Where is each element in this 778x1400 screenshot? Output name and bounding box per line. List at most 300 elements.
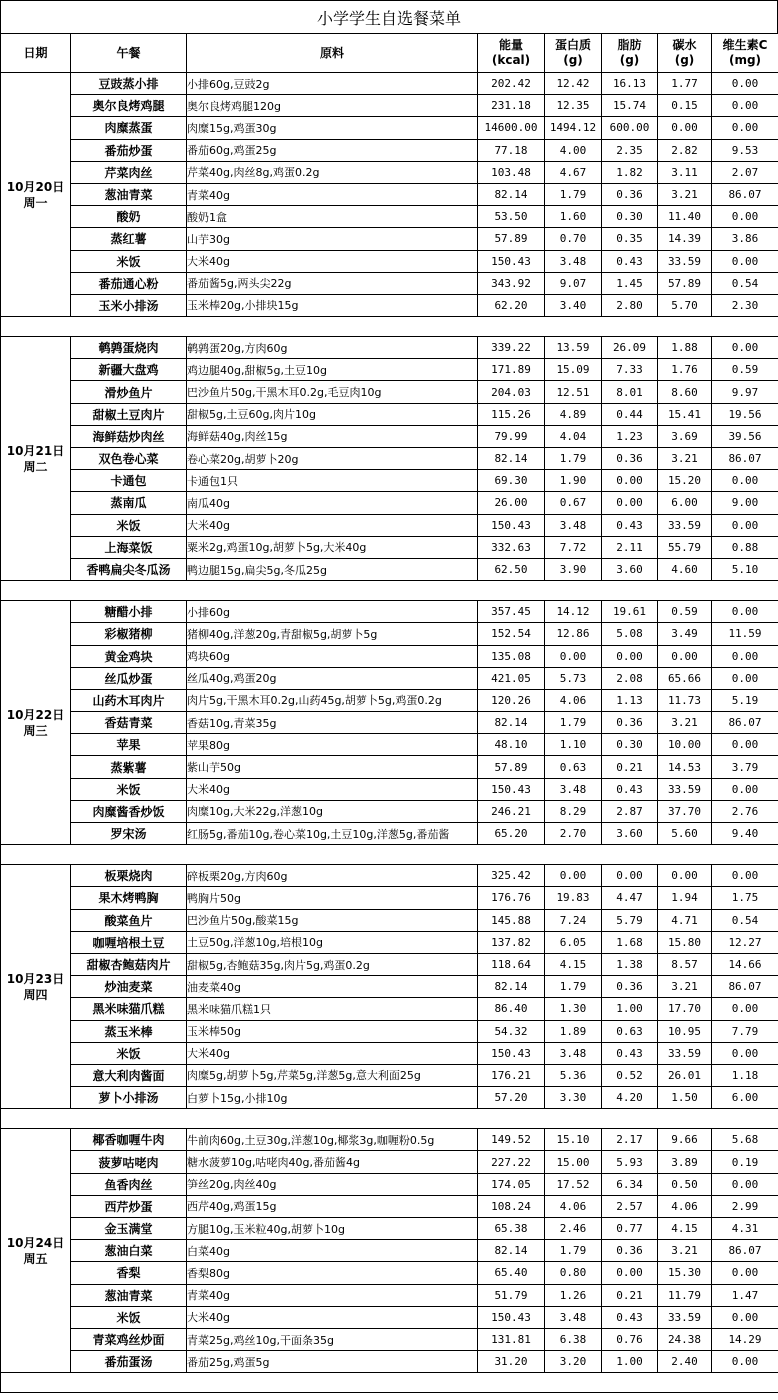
vitc-value: 0.00 (712, 1042, 778, 1064)
fat-value: 26.09 (602, 337, 658, 359)
dish-ingredients: 甜椒5g,杏鲍菇35g,肉片5g,鸡蛋0.2g (187, 953, 478, 975)
fat-value: 1.13 (602, 689, 658, 711)
energy-value: 82.14 (478, 448, 545, 470)
carbs-value: 2.40 (658, 1351, 712, 1373)
spacer-cell (1, 317, 778, 337)
protein-value: 1.30 (545, 998, 602, 1020)
protein-value: 1.79 (545, 712, 602, 734)
dish-name: 香菇青菜 (71, 712, 187, 734)
dish-ingredients: 番茄酱5g,两头尖22g (187, 272, 478, 294)
vitc-value: 0.00 (712, 998, 778, 1020)
protein-value: 3.48 (545, 250, 602, 272)
energy-value: 31.20 (478, 1351, 545, 1373)
energy-value: 53.50 (478, 206, 545, 228)
fat-value: 4.20 (602, 1087, 658, 1109)
dish-name: 山药木耳肉片 (71, 689, 187, 711)
dish-name: 番茄炒蛋 (71, 139, 187, 161)
dish-ingredients: 山芋30g (187, 228, 478, 250)
fat-value: 0.43 (602, 514, 658, 536)
carbs-value: 1.88 (658, 337, 712, 359)
table-row (1, 931, 778, 953)
dish-name: 番茄通心粉 (71, 272, 187, 294)
vitc-value: 0.19 (712, 1151, 778, 1173)
vitc-value: 0.00 (712, 117, 778, 139)
dish-ingredients: 碎板栗20g,方肉60g (187, 865, 478, 887)
vitc-value: 0.00 (712, 514, 778, 536)
carbs-value: 57.89 (658, 272, 712, 294)
dish-name: 蒸玉米棒 (71, 1020, 187, 1042)
fat-value: 16.13 (602, 73, 658, 95)
vitc-value: 0.00 (712, 865, 778, 887)
dish-ingredients: 苹果80g (187, 734, 478, 756)
carbs-value: 15.30 (658, 1262, 712, 1284)
energy-value: 65.40 (478, 1262, 545, 1284)
table-row (1, 1284, 778, 1306)
fat-value: 0.36 (602, 1240, 658, 1262)
table-row (1, 756, 778, 778)
vitc-value: 39.56 (712, 425, 778, 447)
dish-name: 米饭 (71, 778, 187, 800)
fat-value: 0.36 (602, 183, 658, 205)
energy-value: 339.22 (478, 337, 545, 359)
dish-ingredients: 肉糜10g,大米22g,洋葱10g (187, 800, 478, 822)
table-row (1, 823, 778, 845)
protein-value: 15.09 (545, 359, 602, 381)
carbs-value: 4.71 (658, 909, 712, 931)
protein-value: 3.48 (545, 1042, 602, 1064)
header-vitc-unit: (mg) (728, 53, 762, 67)
vitc-value: 2.76 (712, 800, 778, 822)
protein-value: 5.36 (545, 1064, 602, 1086)
table-row (1, 1195, 778, 1217)
carbs-value: 26.01 (658, 1064, 712, 1086)
protein-value: 1.79 (545, 1240, 602, 1262)
dish-ingredients: 大米40g (187, 250, 478, 272)
protein-value: 4.89 (545, 403, 602, 425)
table-row (1, 778, 778, 800)
fat-value: 0.00 (602, 492, 658, 514)
weekday-label: 周三 (23, 723, 48, 738)
dish-name: 番茄蛋汤 (71, 1351, 187, 1373)
vitc-value: 0.88 (712, 536, 778, 558)
protein-value: 12.51 (545, 381, 602, 403)
fat-value: 1.68 (602, 931, 658, 953)
energy-value: 62.20 (478, 294, 545, 316)
table-row (1, 1173, 778, 1195)
carbs-value: 14.53 (658, 756, 712, 778)
dish-ingredients: 猪柳40g,洋葱20g,青甜椒5g,胡萝卜5g (187, 623, 478, 645)
protein-value: 3.48 (545, 778, 602, 800)
menu-title: 小学学生自选餐菜单 (0, 0, 778, 34)
dish-ingredients: 小排60g,豆豉2g (187, 73, 478, 95)
dish-ingredients: 大米40g (187, 1306, 478, 1328)
table-row (1, 403, 778, 425)
protein-value: 1.90 (545, 470, 602, 492)
dish-ingredients: 番茄60g,鸡蛋25g (187, 139, 478, 161)
date-label: 10月22日 (6, 707, 65, 722)
protein-value: 9.07 (545, 272, 602, 294)
energy-value: 246.21 (478, 800, 545, 822)
dish-ingredients: 白萝卜15g,小排10g (187, 1087, 478, 1109)
vitc-value: 5.19 (712, 689, 778, 711)
fat-value: 5.08 (602, 623, 658, 645)
energy-value: 150.43 (478, 778, 545, 800)
fat-value: 8.01 (602, 381, 658, 403)
fat-value: 5.79 (602, 909, 658, 931)
dish-name: 果木烤鸭胸 (71, 887, 187, 909)
fat-value: 0.76 (602, 1328, 658, 1350)
energy-value: 62.50 (478, 558, 545, 580)
energy-value: 231.18 (478, 95, 545, 117)
energy-value: 26.00 (478, 492, 545, 514)
dish-ingredients: 方腿10g,玉米粒40g,胡萝卜10g (187, 1218, 478, 1240)
energy-value: 82.14 (478, 976, 545, 998)
dish-ingredients: 大米40g (187, 778, 478, 800)
dish-ingredients: 笋丝20g,肉丝40g (187, 1173, 478, 1195)
protein-value: 3.30 (545, 1087, 602, 1109)
fat-value: 1.45 (602, 272, 658, 294)
date-label: 10月21日 (6, 443, 65, 458)
dish-ingredients: 奥尔良烤鸡腿120g (187, 95, 478, 117)
dish-ingredients: 大米40g (187, 514, 478, 536)
fat-value: 0.43 (602, 778, 658, 800)
vitc-value: 3.86 (712, 228, 778, 250)
energy-value: 150.43 (478, 1042, 545, 1064)
dish-name: 苹果 (71, 734, 187, 756)
fat-value: 0.21 (602, 1284, 658, 1306)
dish-ingredients: 玉米棒20g,小排块15g (187, 294, 478, 316)
dish-name: 新疆大盘鸡 (71, 359, 187, 381)
date-cell (1, 865, 71, 1109)
date-cell (1, 601, 71, 845)
fat-value: 0.00 (602, 470, 658, 492)
dish-name: 罗宋汤 (71, 823, 187, 845)
energy-value: 14600.00 (478, 117, 545, 139)
dish-ingredients: 青菜25g,鸡丝10g,干面条35g (187, 1328, 478, 1350)
vitc-value: 2.07 (712, 161, 778, 183)
vitc-value: 3.79 (712, 756, 778, 778)
carbs-value: 0.59 (658, 601, 712, 623)
vitc-value: 0.00 (712, 1306, 778, 1328)
carbs-value: 17.70 (658, 998, 712, 1020)
vitc-value: 0.00 (712, 73, 778, 95)
vitc-value: 0.00 (712, 667, 778, 689)
energy-value: 108.24 (478, 1195, 545, 1217)
table-row (1, 601, 778, 623)
dish-ingredients: 鸭胸片50g (187, 887, 478, 909)
fat-value: 4.47 (602, 887, 658, 909)
carbs-value: 3.49 (658, 623, 712, 645)
date-cell (1, 1129, 71, 1373)
dish-ingredients: 肉糜5g,胡萝卜5g,芹菜5g,洋葱5g,意大利面25g (187, 1064, 478, 1086)
fat-value: 0.21 (602, 756, 658, 778)
table-row (1, 909, 778, 931)
dish-ingredients: 海鲜菇40g,肉丝15g (187, 425, 478, 447)
carbs-value: 11.73 (658, 689, 712, 711)
dish-name: 彩椒猪柳 (71, 623, 187, 645)
table-row (1, 294, 778, 316)
fat-value: 3.60 (602, 558, 658, 580)
table-row (1, 800, 778, 822)
dish-ingredients: 肉糜15g,鸡蛋30g (187, 117, 478, 139)
dish-name: 椰香咖喱牛肉 (71, 1129, 187, 1151)
vitc-value: 9.53 (712, 139, 778, 161)
fat-value: 1.00 (602, 1351, 658, 1373)
energy-value: 79.99 (478, 425, 545, 447)
protein-value: 1.60 (545, 206, 602, 228)
menu-body (1, 73, 778, 1393)
carbs-value: 6.00 (658, 492, 712, 514)
header-protein-label: 蛋白质 (554, 38, 591, 52)
carbs-value: 55.79 (658, 536, 712, 558)
vitc-value: 0.00 (712, 250, 778, 272)
dish-name: 葱油白菜 (71, 1240, 187, 1262)
vitc-value: 0.00 (712, 1351, 778, 1373)
fat-value: 7.33 (602, 359, 658, 381)
energy-value: 82.14 (478, 712, 545, 734)
protein-value: 17.52 (545, 1173, 602, 1195)
carbs-value: 0.00 (658, 645, 712, 667)
carbs-value: 33.59 (658, 778, 712, 800)
protein-value: 12.86 (545, 623, 602, 645)
table-row (1, 139, 778, 161)
carbs-value: 4.06 (658, 1195, 712, 1217)
energy-value: 227.22 (478, 1151, 545, 1173)
protein-value: 3.40 (545, 294, 602, 316)
protein-value: 5.73 (545, 667, 602, 689)
table-row (1, 734, 778, 756)
fat-value: 2.87 (602, 800, 658, 822)
spacer-row (1, 581, 778, 601)
fat-value: 0.43 (602, 1042, 658, 1064)
dish-name: 肉糜酱香炒饭 (71, 800, 187, 822)
carbs-value: 8.60 (658, 381, 712, 403)
energy-value: 145.88 (478, 909, 545, 931)
dish-ingredients: 牛前肉60g,土豆30g,洋葱10g,椰浆3g,咖喱粉0.5g (187, 1129, 478, 1151)
table-row (1, 623, 778, 645)
vitc-value: 5.68 (712, 1129, 778, 1151)
dish-name: 米饭 (71, 1042, 187, 1064)
table-row (1, 183, 778, 205)
protein-value: 3.48 (545, 1306, 602, 1328)
vitc-value: 0.00 (712, 470, 778, 492)
dish-name: 蒸南瓜 (71, 492, 187, 514)
protein-value: 1.79 (545, 976, 602, 998)
dish-ingredients: 香菇10g,青菜35g (187, 712, 478, 734)
table-row (1, 1020, 778, 1042)
protein-value: 12.35 (545, 95, 602, 117)
table-row (1, 953, 778, 975)
table-row (1, 1351, 778, 1373)
vitc-value: 0.00 (712, 645, 778, 667)
vitc-value: 14.66 (712, 953, 778, 975)
dish-name: 香梨 (71, 1262, 187, 1284)
table-row (1, 73, 778, 95)
carbs-value: 0.00 (658, 865, 712, 887)
carbs-value: 0.00 (658, 117, 712, 139)
table-row (1, 976, 778, 998)
energy-value: 325.42 (478, 865, 545, 887)
dish-name: 米饭 (71, 250, 187, 272)
dish-name: 葱油青菜 (71, 183, 187, 205)
carbs-value: 3.89 (658, 1151, 712, 1173)
header-date: 日期 (1, 34, 71, 73)
dish-ingredients: 芹菜40g,肉丝8g,鸡蛋0.2g (187, 161, 478, 183)
dish-name: 菠萝咕咾肉 (71, 1151, 187, 1173)
table-row (1, 514, 778, 536)
energy-value: 357.45 (478, 601, 545, 623)
fat-value: 0.43 (602, 250, 658, 272)
fat-value: 1.82 (602, 161, 658, 183)
spacer-cell (1, 845, 778, 865)
vitc-value: 0.00 (712, 95, 778, 117)
dish-ingredients: 甜椒5g,土豆60g,肉片10g (187, 403, 478, 425)
dish-ingredients: 鸡块60g (187, 645, 478, 667)
fat-value: 0.63 (602, 1020, 658, 1042)
vitc-value: 11.59 (712, 623, 778, 645)
protein-value: 1.89 (545, 1020, 602, 1042)
carbs-value: 3.21 (658, 712, 712, 734)
carbs-value: 8.57 (658, 953, 712, 975)
carbs-value: 33.59 (658, 514, 712, 536)
vitc-value: 86.07 (712, 448, 778, 470)
vitc-value: 0.54 (712, 909, 778, 931)
protein-value: 13.59 (545, 337, 602, 359)
vitc-value: 1.18 (712, 1064, 778, 1086)
energy-value: 135.08 (478, 645, 545, 667)
carbs-value: 33.59 (658, 250, 712, 272)
dish-name: 卡通包 (71, 470, 187, 492)
dish-name: 板栗烧肉 (71, 865, 187, 887)
carbs-value: 3.21 (658, 1240, 712, 1262)
vitc-value: 0.00 (712, 337, 778, 359)
dish-ingredients: 西芹40g,鸡蛋15g (187, 1195, 478, 1217)
dish-ingredients: 玉米棒50g (187, 1020, 478, 1042)
header-row (1, 34, 778, 73)
energy-value: 150.43 (478, 250, 545, 272)
date-label: 10月24日 (6, 1235, 65, 1250)
protein-value: 4.04 (545, 425, 602, 447)
energy-value: 332.63 (478, 536, 545, 558)
table-row (1, 667, 778, 689)
header-energy-label: 能量 (498, 38, 523, 52)
vitc-value: 5.10 (712, 558, 778, 580)
spacer-row (1, 317, 778, 337)
carbs-value: 65.66 (658, 667, 712, 689)
dish-name: 滑炒鱼片 (71, 381, 187, 403)
fat-value: 0.00 (602, 865, 658, 887)
protein-value: 7.72 (545, 536, 602, 558)
table-row (1, 492, 778, 514)
vitc-value: 9.00 (712, 492, 778, 514)
energy-value: 171.89 (478, 359, 545, 381)
vitc-value: 0.59 (712, 359, 778, 381)
dish-name: 香鸭扁尖冬瓜汤 (71, 558, 187, 580)
dish-ingredients: 大米40g (187, 1042, 478, 1064)
vitc-value: 2.30 (712, 294, 778, 316)
dish-name: 米饭 (71, 1306, 187, 1328)
vitc-value: 86.07 (712, 183, 778, 205)
carbs-value: 33.59 (658, 1306, 712, 1328)
carbs-value: 1.94 (658, 887, 712, 909)
table-row (1, 1129, 778, 1151)
header-energy (478, 34, 545, 73)
energy-value: 176.76 (478, 887, 545, 909)
header-energy-unit: (kcal) (491, 53, 531, 67)
energy-value: 115.26 (478, 403, 545, 425)
energy-value: 174.05 (478, 1173, 545, 1195)
energy-value: 82.14 (478, 183, 545, 205)
vitc-value: 1.75 (712, 887, 778, 909)
fat-value: 1.23 (602, 425, 658, 447)
protein-value: 3.90 (545, 558, 602, 580)
energy-value: 152.54 (478, 623, 545, 645)
carbs-value: 3.69 (658, 425, 712, 447)
fat-value: 600.00 (602, 117, 658, 139)
vitc-value: 9.40 (712, 823, 778, 845)
header-protein (545, 34, 602, 73)
carbs-value: 15.41 (658, 403, 712, 425)
energy-value: 86.40 (478, 998, 545, 1020)
fat-value: 2.11 (602, 536, 658, 558)
dish-ingredients: 鸭边腿15g,扁尖5g,冬瓜25g (187, 558, 478, 580)
carbs-value: 1.76 (658, 359, 712, 381)
fat-value: 0.00 (602, 645, 658, 667)
table-row (1, 228, 778, 250)
dish-name: 意大利肉酱面 (71, 1064, 187, 1086)
protein-value: 0.00 (545, 645, 602, 667)
protein-value: 4.00 (545, 139, 602, 161)
header-vitc-label: 维生素C (722, 38, 768, 52)
dish-name: 萝卜小排汤 (71, 1087, 187, 1109)
fat-value: 1.00 (602, 998, 658, 1020)
fat-value: 2.17 (602, 1129, 658, 1151)
vitc-value: 86.07 (712, 976, 778, 998)
dish-name: 葱油青菜 (71, 1284, 187, 1306)
protein-value: 6.38 (545, 1328, 602, 1350)
protein-value: 3.48 (545, 514, 602, 536)
carbs-value: 33.59 (658, 1042, 712, 1064)
vitc-value: 1.47 (712, 1284, 778, 1306)
protein-value: 0.63 (545, 756, 602, 778)
carbs-value: 2.82 (658, 139, 712, 161)
dish-name: 金玉满堂 (71, 1218, 187, 1240)
dish-name: 玉米小排汤 (71, 294, 187, 316)
carbs-value: 5.70 (658, 294, 712, 316)
protein-value: 1.79 (545, 448, 602, 470)
table-row (1, 272, 778, 294)
energy-value: 150.43 (478, 514, 545, 536)
vitc-value: 0.00 (712, 206, 778, 228)
spacer-cell (1, 1109, 778, 1129)
table-row (1, 558, 778, 580)
vitc-value: 0.54 (712, 272, 778, 294)
dish-name: 双色卷心菜 (71, 448, 187, 470)
dish-ingredients: 番茄25g,鸡蛋5g (187, 1351, 478, 1373)
energy-value: 204.03 (478, 381, 545, 403)
dish-ingredients: 南瓜40g (187, 492, 478, 514)
dish-name: 豆豉蒸小排 (71, 73, 187, 95)
table-row (1, 470, 778, 492)
protein-value: 1.10 (545, 734, 602, 756)
table-row (1, 1087, 778, 1109)
fat-value: 0.36 (602, 976, 658, 998)
dish-name: 奥尔良烤鸡腿 (71, 95, 187, 117)
dish-name: 炒油麦菜 (71, 976, 187, 998)
dish-name: 糖醋小排 (71, 601, 187, 623)
dish-name: 蒸红薯 (71, 228, 187, 250)
vitc-value: 0.00 (712, 1173, 778, 1195)
